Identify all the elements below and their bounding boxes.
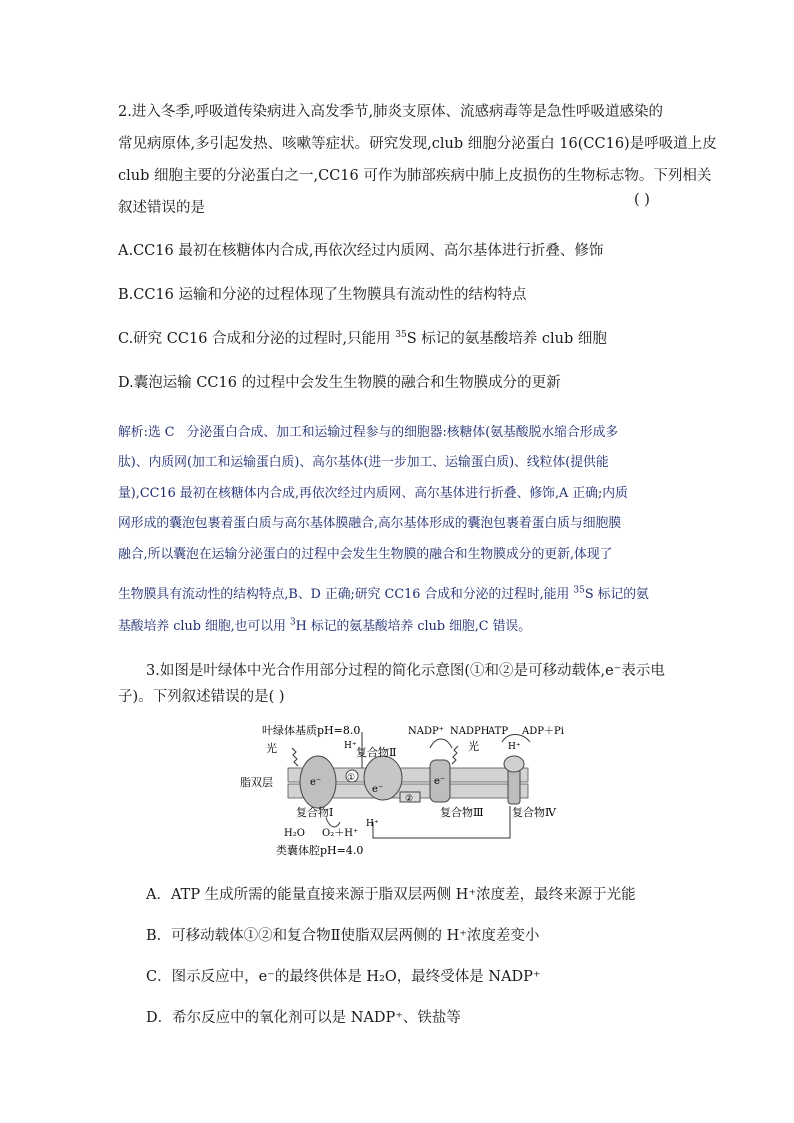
analysis-label: 解析:选 C bbox=[118, 425, 175, 440]
label-nadph: NADPH bbox=[450, 726, 490, 737]
analysis-line-3: 量),CC16 最初在核糖体内合成,再依次经过内质网、高尔基体进行折叠、修饰,A 正确;内质 bbox=[118, 486, 628, 501]
q2-option-a: A.CC16 最初在核糖体内合成,再依次经过内质网、高尔基体进行折叠、修饰 bbox=[118, 243, 604, 259]
complex-4-head bbox=[504, 756, 524, 772]
label-stroma: 叶绿体基质pH=8.0 bbox=[262, 724, 361, 737]
q2-stem-line-2: 常见病原体,多引起发热、咳嗽等症状。研究发现,club 细胞分泌蛋白 16(CC16)是呼吸道上皮 bbox=[118, 136, 717, 152]
label-h-top-1: H⁺ bbox=[344, 741, 357, 751]
analysis-sup-3: 3 bbox=[289, 617, 296, 628]
analysis-text-1: 分泌蛋白合成、加工和运输过程参与的细胞器:核糖体(氨基酸脱水缩合形成多 bbox=[186, 425, 619, 440]
q2-answer-blank: ( ) bbox=[634, 192, 650, 208]
analysis-text-7a: 基酸培养 club 细胞,也可以用 bbox=[118, 619, 290, 634]
label-atp: ATP bbox=[488, 726, 509, 737]
q3-option-a: A．ATP 生成所需的能量直接来源于脂双层两侧 H⁺浓度差，最终来源于光能 bbox=[146, 887, 636, 903]
label-h-bottom: H⁺ bbox=[366, 819, 379, 829]
label-e-1: e⁻ bbox=[310, 777, 322, 788]
analysis-text-6: 生物膜具有流动性的结构特点,B、D 正确;研究 CC16 合成和分泌的过程时,能用 bbox=[118, 587, 574, 602]
label-complex-2: 复合物Ⅱ bbox=[356, 746, 397, 759]
water-split-arrow bbox=[326, 818, 340, 827]
label-o2: O₂＋H⁺ bbox=[322, 828, 359, 839]
label-light-1: 光 bbox=[266, 742, 277, 755]
q3-stem-line-1: 3.如图是叶绿体中光合作用部分过程的简化示意图(①和②是可移动载体,e⁻表示电 bbox=[146, 663, 665, 679]
chloroplast-diagram bbox=[240, 722, 580, 862]
label-carrier-2: ② bbox=[405, 794, 414, 804]
label-e-3: e⁻ bbox=[434, 776, 446, 787]
label-complex-4: 复合物Ⅳ bbox=[512, 806, 556, 819]
label-complex-1: 复合物Ⅰ bbox=[296, 806, 334, 819]
q3-option-c: C．图示反应中，e⁻的最终供体是 H₂O，最终受体是 NADP⁺ bbox=[146, 969, 541, 985]
label-h-top-2: H⁺ bbox=[508, 742, 521, 752]
analysis-line-6 bbox=[118, 580, 678, 611]
q2-option-c-post: S 标记的氨基酸培养 club 细胞 bbox=[406, 331, 607, 347]
q2-option-c-sup: 35 bbox=[395, 330, 407, 341]
label-adp: ADP＋Pi bbox=[522, 726, 564, 737]
q2-option-c-pre: C.研究 CC16 合成和分泌的过程时,只能用 bbox=[118, 331, 396, 347]
label-e-2: e⁻ bbox=[372, 784, 384, 795]
analysis-text-6b: S 标记的氨 bbox=[584, 587, 649, 602]
light-wave-2 bbox=[452, 746, 458, 764]
q2-stem-line-3: club 细胞主要的分泌蛋白之一,CC16 可作为肺部疾病中肺上皮损伤的生物标志物。下列相关 bbox=[118, 168, 712, 184]
q2-option-b: B.CC16 运输和分泌的过程体现了生物膜具有流动性的结构特点 bbox=[118, 287, 527, 303]
analysis-line-7 bbox=[118, 612, 678, 643]
label-nadp: NADP⁺ bbox=[408, 726, 444, 737]
analysis-line-2: 肽)、内质网(加工和运输蛋白质)、高尔基体(进一步加工、运输蛋白质)、线粒体(提供能 bbox=[118, 455, 609, 470]
analysis-line-4: 网形成的囊泡包裹着蛋白质与高尔基体膜融合,高尔基体形成的囊泡包裹着蛋白质与细胞膜 bbox=[118, 516, 622, 531]
label-complex-3: 复合物Ⅲ bbox=[440, 806, 484, 819]
q2-stem-line-1: 2.进入冬季,呼吸道传染病进入高发季节,肺炎支原体、流感病毒等是急性呼吸道感染的 bbox=[118, 104, 664, 120]
analysis-sup-35: 35 bbox=[573, 585, 585, 596]
q2-option-c bbox=[118, 323, 607, 355]
analysis-line-1 bbox=[118, 418, 678, 449]
label-h2o: H₂O bbox=[284, 828, 305, 839]
label-lumen: 类囊体腔pH=4.0 bbox=[276, 844, 364, 857]
label-light-2: 光 bbox=[468, 740, 479, 753]
analysis-line-5: 融合,所以囊泡在运输分泌蛋白的过程中会发生生物膜的融合和生物膜成分的更新,体现了 bbox=[118, 547, 613, 562]
q3-option-d: D．希尔反应中的氧化剂可以是 NADP⁺、铁盐等 bbox=[146, 1010, 461, 1026]
analysis-text-7b: H 标记的氨基酸培养 club 细胞,C 错误。 bbox=[295, 619, 532, 634]
label-carrier-1: ① bbox=[347, 773, 356, 783]
q2-option-d: D.囊泡运输 CC16 的过程中会发生生物膜的融合和生物膜成分的更新 bbox=[118, 375, 561, 391]
label-bilayer: 脂双层 bbox=[240, 776, 273, 789]
light-wave-1 bbox=[292, 748, 298, 766]
q3-option-b: B．可移动载体①②和复合物Ⅱ使脂双层两侧的 H⁺浓度差变小 bbox=[146, 928, 540, 944]
q3-stem-line-2: 子)。下列叙述错误的是( ) bbox=[118, 689, 285, 705]
q2-stem-line-4: 叙述错误的是 bbox=[118, 200, 205, 216]
nadp-arrow bbox=[430, 739, 452, 748]
